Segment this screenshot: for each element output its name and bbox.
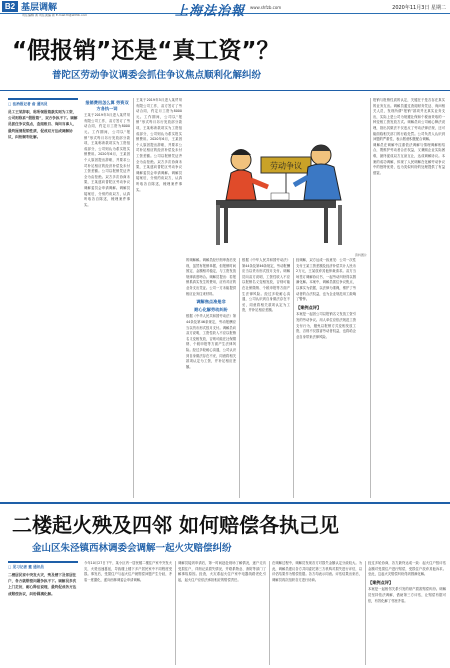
article2-column-4 (368, 561, 446, 665)
article1-column-4 (373, 98, 445, 498)
article1-column-3 (296, 258, 356, 498)
article2-col4-heading: 【案例点评】 (368, 579, 394, 585)
article2-subtitle: 金山区朱泾镇西林调委会调解一起火灾赔偿纠纷 (32, 543, 232, 554)
article1-col2-heading1: 调解焦点准是非 (196, 299, 226, 305)
article2-lede (8, 561, 78, 665)
editor-line: 责任编辑 黄 责任美编 郭 E-mail:fz@shfzb.com (22, 13, 88, 17)
column-rule (269, 561, 270, 665)
article1-column-3a (242, 258, 290, 498)
article1-col3-text2: 本案是一起因公司以报销名义发放工资引发的劳动争议。用人单位应依法规范工资支付行为，避免以报销方式变相发放工资，否则不仅损害劳动者权益，也将给企业自身带来法律风险。 (296, 312, 356, 339)
article2-col4-text2: 本案是一起相邻关系引发的财产损害赔偿纠纷。调解员坚持依法调解，借助第三方评估，让赔偿有据可依，有效化解了邻里矛盾。 (368, 587, 446, 603)
article1-col2-heading2: 耐心化解劳动纠纷 (194, 306, 228, 312)
figure-caption: 资料图片 (355, 253, 368, 257)
article2-col4-text: 经过多轮协商，各方最终达成一致：起火住户按评估金额对受损住户进行赔偿，受损住户放弃其他诉求。至此，这起火灾赔偿纠纷得到圆满化解。 (368, 561, 446, 577)
article1-col2-text2: 根据《中华人民共和国劳动法》第44条及第46条规定，劳动报酬应当以货币形式按月支付。调解员向双方说明，工资性收入不应以报销名义变相发放，否则可能在社保缴纳、个税申报等方面产生法律风险。经过多轮耐心沟通，公司认识到自身做法存在不妥，同意将相关款项认定为工资，并补足相应差额。 (186, 314, 236, 369)
column-rule (239, 258, 240, 498)
article1-column-2 (186, 258, 236, 498)
divider (0, 502, 450, 504)
page-number: B2 (2, 1, 18, 12)
article2-title: 二楼起火殃及四邻 如何赔偿各执己见 (12, 513, 339, 537)
article1-col1-text: 王某于2019年5月进入某贸易有限公司工作，双方签订了劳动合同，约定月工资为8000元。工作期间，公司以“报销”形式每月另行发放部分款项，王某称该款项实为工资组成部分，公司则认为系实报实销费用。2020年6月，王某因个人原因提出辞职，并要求公司补足相应的经济补偿及未付工资差额。公司以报销凭证齐全为由拒绝。双方多次协商未果，王某遂向普陀区劳动争议调解委员会申请调解。调解员接案后，分别约谈双方，认真听取各自陈述，梳理案件事实。 (84, 113, 130, 207)
article1-subtitle: 普陀区劳动争议调委会抓住争议焦点顺利化解纠纷 (52, 70, 262, 81)
article1-lede (8, 98, 78, 268)
article2-column-1 (84, 561, 172, 665)
article1-col1-heading: 报销费用怎么算 劳资双方各执一词 (85, 100, 129, 111)
article1-column-1b (136, 98, 182, 498)
illustration-sign-text: 劳动争议 (270, 161, 302, 171)
article2-column-3 (272, 561, 362, 665)
article1-col2-text: 的调解解。调解员经仔细审查后发现，虽然有报销单据，但报销时间固定、金额相对稳定，与工资发放规律高度吻合。调解员提出：若报销系真实发生的费用，应有对应的业务支出凭证。公司一方未能提供相应业务往来材料。 (186, 258, 236, 296)
article2-lede-text: 二楼居民家中突发火灾，殃及楼下及邻居住户，各方就赔偿问题争执不下。调解员多次上门走访，耐心释法说理，最终促成各方达成赔偿协议，纠纷圆满化解。 (8, 573, 77, 596)
article1-lede-text: 员工王某辞职，称所领报销款实则为工资，公司则称系“假报销”，双方争执不下。调解员抓住争议焦点，查阅账目、询问当事人，最终厘清报销性质，促成双方达成调解协议，纠纷顺利化解。 (8, 110, 78, 139)
column-rule (370, 98, 371, 498)
article1-col3-heading: 【案例点评】 (296, 304, 322, 310)
divider (0, 90, 450, 91)
article2-col3-text: 在调解过程中，调解员发现各方对损失金额认定分歧较大。为此，调解员建议各方共同委托第三方机构对损失进行评估，以评估结果作为赔偿依据。各方均表示同意。评估结果出来后，调解员再次组织各方进行协商。 (272, 561, 362, 582)
article1-title: “假报销”还是“真工资”？ (12, 38, 280, 64)
article2-column-2 (178, 561, 266, 665)
newspaper-url: www.shfzb.com (250, 5, 282, 10)
column-rule (133, 98, 134, 498)
article1-col3a-text: 根据《中华人民共和国劳动法》第44条及第46条规定，劳动报酬应当以货币形式按月支付。调解员向双方说明，工资性收入不应以报销名义变相发放，否则可能在社保缴纳、个税申报等方面产生法律风险。经过多轮耐心沟通，公司认识到自身做法存在不妥，同意将相关款项认定为工资，并补足相应差额。 (242, 258, 290, 313)
article1-col4-text2: 调解员在调解中注重依法调解与情理调解相结合，既维护劳动者合法权益，又兼顾企业实际困难，最终促成双方互谅互让，达成调解协议。本案的成功调解，体现了人民调解在化解劳动争议中的独特优势，也为类似纠纷的处理提供了有益借鉴。 (373, 142, 445, 175)
column-rule (175, 561, 176, 665)
column-rule (293, 258, 294, 498)
issue-date: 2020年11月3日 星期二 (392, 5, 446, 11)
column-rule (365, 561, 366, 665)
article2-byline: □ 见习记者 董 通讯员 (8, 565, 44, 569)
illustration-labor-dispute (186, 105, 369, 255)
article1-col3-text: 经调解，双方达成一致意见：公司一次性支付王某工资差额及经济补偿共计人民币2万元，王某放弃其他仲裁请求。双方当场签订调解协议书，一起劳动纠纷得以圆满化解。本案中，调解员抓住争议焦点，以事实为依据，以法律为准绳，维护了劳动者的合法权益，也为企业规范用工敲响了警钟。 (296, 258, 356, 302)
article1-byline: □ 法治报记者 俞 通讯员 (8, 102, 48, 106)
newspaper-masthead: 上海法治報 (175, 4, 246, 19)
article1-column-1 (84, 98, 130, 498)
article1-col1b-text: 王某于2019年5月进入某贸易有限公司工作，双方签订了劳动合同，约定月工资为8000元。工作期间，公司以“报销”形式每月另行发放部分款项，王某称该款项实为工资组成部分，公司则认为系实报实销费用。2020年6月，王某因个人原因提出辞职，并要求公司补足相应的经济补偿及未付工资差额。公司以报销凭证齐全为由拒绝。双方多次协商未果，王某遂向普陀区劳动争议调解委员会申请调解。调解员接案后，分别约谈双方，认真听取各自陈述，梳理案件事实。 (136, 98, 182, 192)
article1-col4-text: 报销与报销性质的认定，关键在于是否存在真实的业务支出。调解员通过查阅财务凭证、询问相关人员，发现所谓“报销”款项并无真实业务支出，实际上是公司为规避社保和个税而采取的一种变相工资发放方式。调解员向公司耐心释法说理，指出其做法不仅违反了劳动法律法规，还可能面临相关部门的行政处罚。公司负责人认识到问题的严重性，表示愿意积极配合调解。 (373, 98, 445, 142)
article2-col1-text: 今年10月27日下午，某小区内一居民楼二楼住户家中突发火灾，火势迅速蔓延，导致楼上楼下多户居民家中不同程度受损。事发后，受损住户与起火住户就赔偿问题产生分歧，矛盾一度激化，遂向西林调委会申请调解。 (84, 561, 172, 582)
section-title: 基层调解 (21, 3, 58, 13)
article2-col2-text: 调解员接到申请后，第一时间赶赴现场了解情况，逐户走访受损住户，详细记录损失情况，并联系物业、消防等部门了解事故原因。经查，火灾系起火住户家中电器线路老化引起，起火住户应依法承担相应的赔偿责任。 (178, 561, 266, 582)
